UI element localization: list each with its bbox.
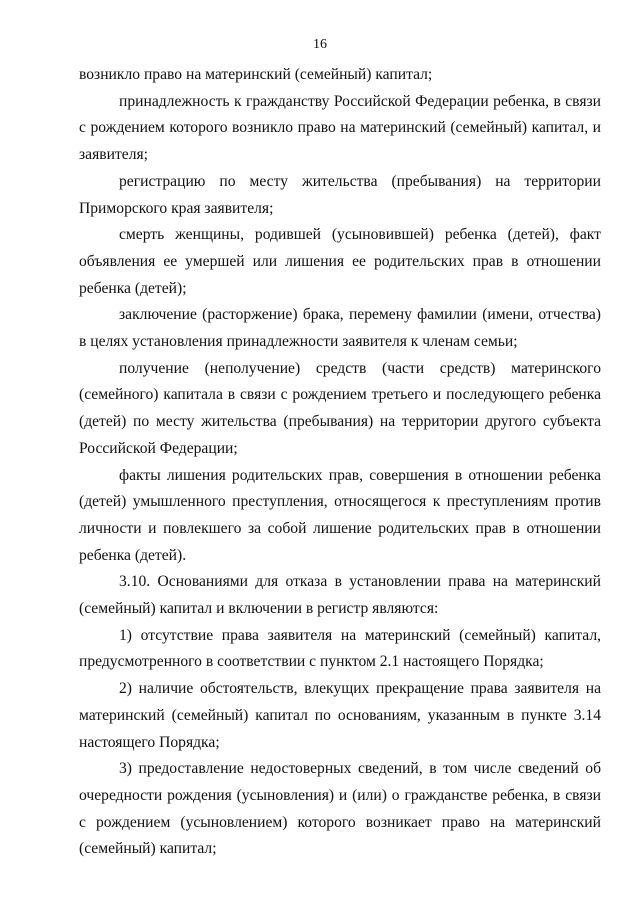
paragraph-item-1: 1) отсутствие права заявителя на материнский (семейный) капитал, предусмотренного в соответствии с пунктом 2.1 настоящего Порядка;	[79, 626, 601, 671]
document-body	[79, 62, 601, 863]
paragraph-death-of-woman: смерть женщины, родившей (усыновившей) ребенка (детей), факт объявления ее умершей или лишения ее родительских прав в отношении ребенка (детей);	[79, 226, 601, 297]
paragraph-continuation: возникло право на материнский (семейный) капитал;	[79, 66, 433, 83]
page-number: 16	[313, 37, 327, 52]
paragraph-deprivation-of-rights: факты лишения родительских прав, совершения в отношении ребенка (детей) умышленного преступления, относящегося к преступлениям против личности и повлекшего за собой лишение родительских прав в отношении ребенка (детей).	[79, 466, 601, 564]
paragraph-item-3: 3) предоставление недостоверных сведений, в том числе сведений об очередности рождения (усыновления) и (или) о гражданстве ребенка, в связи с рождением (усыновлением) которого возникает право на материнский (семейный) капитал;	[79, 760, 601, 858]
paragraph-receipt-of-funds: получение (неполучение) средств (части средств) материнского (семейного) капитала в связи с рождением третьего и последующего ребенка (детей) по месту жительства (пребывания) на территории другого субъекта Российской Федерации;	[79, 359, 601, 457]
paragraph-item-2: 2) наличие обстоятельств, влекущих прекращение права заявителя на материнский (семейный) капитал по основаниям, указанным в пункте 3.14 настоящего Порядка;	[79, 680, 601, 751]
paragraph-section-3-10: 3.10. Основаниями для отказа в установлении права на материнский (семейный) капитал и включении в регистр являются:	[79, 573, 601, 618]
paragraph-registration: регистрацию по месту жительства (пребывания) на территории Приморского края заявителя;	[79, 172, 601, 217]
paragraph-citizenship: принадлежность к гражданству Российской Федерации ребенка, в связи с рождением которого возникло право на материнский (семейный) капитал, и заявителя;	[79, 92, 601, 164]
paragraph-marriage: заключение (расторжение) брака, перемену фамилии (имени, отчества) в целях установления принадлежности заявителя к членам семьи;	[79, 306, 601, 351]
